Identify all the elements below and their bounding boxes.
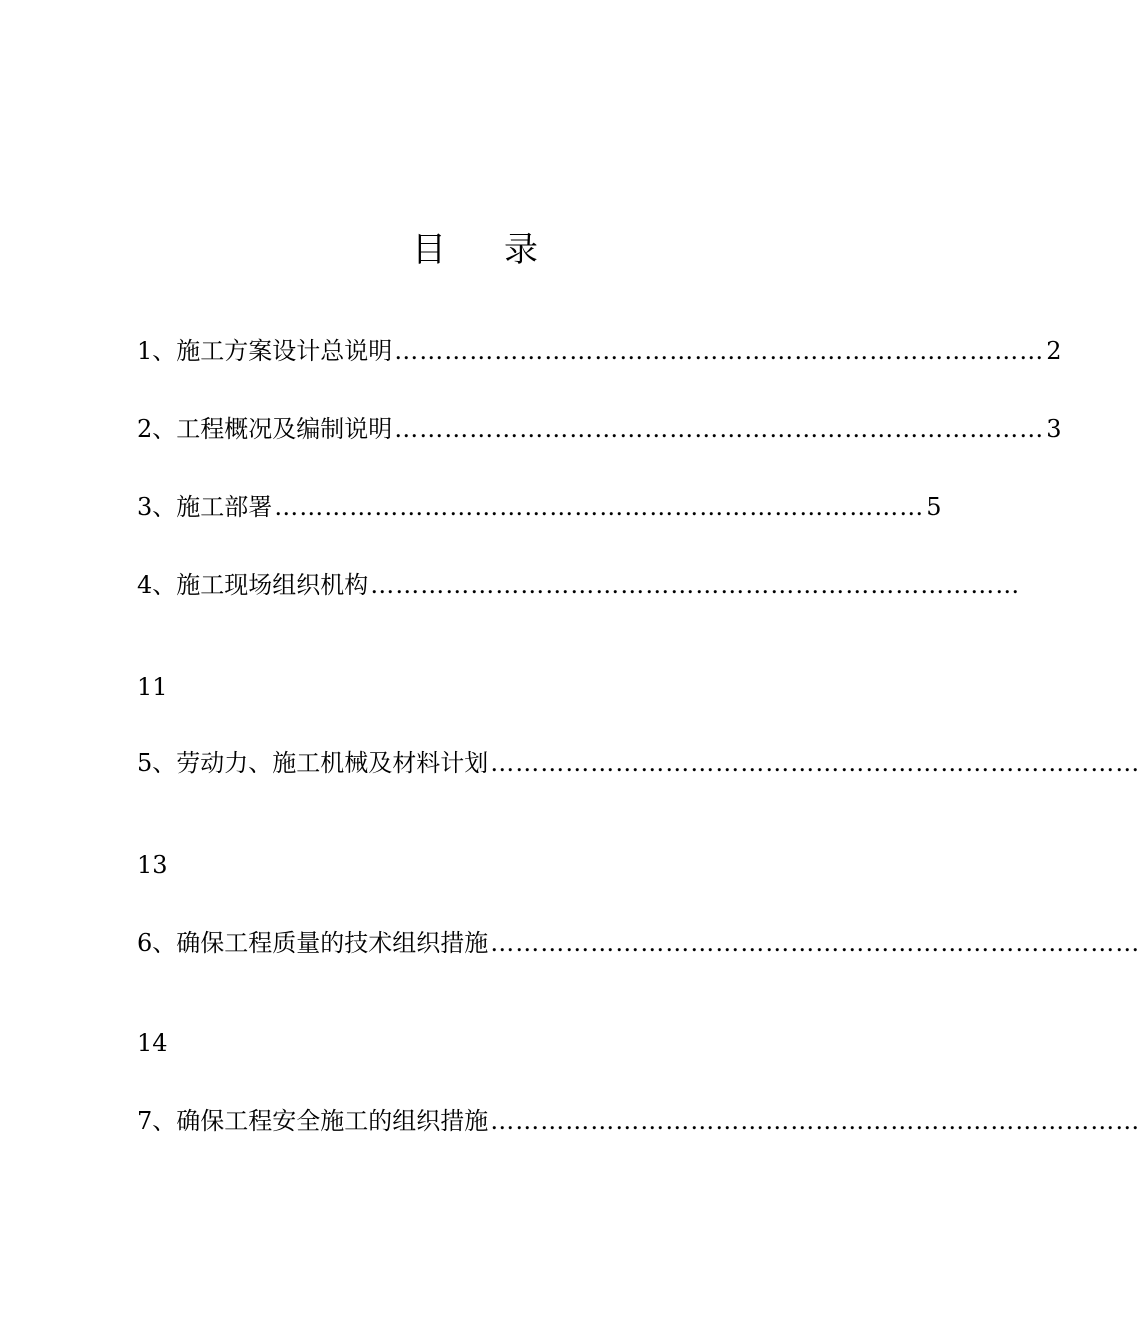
- toc-leader: ……………………………………………………………………: [394, 415, 1045, 443]
- toc-entry-page: 3: [1046, 415, 1062, 443]
- toc-entry-label: 1、施工方案设计总说明: [137, 337, 393, 365]
- toc-entry-label: 7、确保工程安全施工的组织措施: [137, 1107, 489, 1135]
- toc-entry-label: 3、施工部署: [137, 493, 273, 521]
- toc-title-right: 录: [504, 230, 538, 270]
- toc-entry-6-page: 14: [137, 1029, 168, 1057]
- toc-title-left: 目: [412, 230, 446, 270]
- toc-entry-label: 4、施工现场组织机构: [137, 571, 369, 599]
- toc-leader: ……………………………………………………………………: [490, 749, 1140, 777]
- toc-entry-5[interactable]: [137, 746, 1140, 780]
- toc-entry-page: 2: [1046, 337, 1062, 365]
- toc-title: [0, 226, 950, 274]
- toc-entry-page: 5: [926, 493, 942, 521]
- toc-entry-label: 6、确保工程质量的技术组织措施: [137, 929, 489, 957]
- toc-entry-label: 5、劳动力、施工机械及材料计划: [137, 749, 489, 777]
- toc-entry-3[interactable]: [137, 490, 942, 524]
- toc-leader: ……………………………………………………………………: [490, 1107, 1140, 1135]
- toc-entry-2[interactable]: [137, 412, 1062, 446]
- toc-entry-4[interactable]: [137, 568, 1021, 602]
- toc-leader: ……………………………………………………………………: [274, 493, 925, 521]
- toc-leader: ……………………………………………………………………: [490, 929, 1140, 957]
- toc-entry-6[interactable]: [137, 926, 1140, 960]
- toc-leader: ……………………………………………………………………: [370, 571, 1021, 599]
- toc-entry-5-page: 13: [137, 851, 168, 879]
- toc-entry-4-page: 11: [137, 673, 168, 701]
- toc-entry-label: 2、工程概况及编制说明: [137, 415, 393, 443]
- toc-entry-7[interactable]: [137, 1104, 1140, 1138]
- toc-leader: ……………………………………………………………………: [394, 337, 1045, 365]
- toc-entry-1[interactable]: [137, 334, 1062, 368]
